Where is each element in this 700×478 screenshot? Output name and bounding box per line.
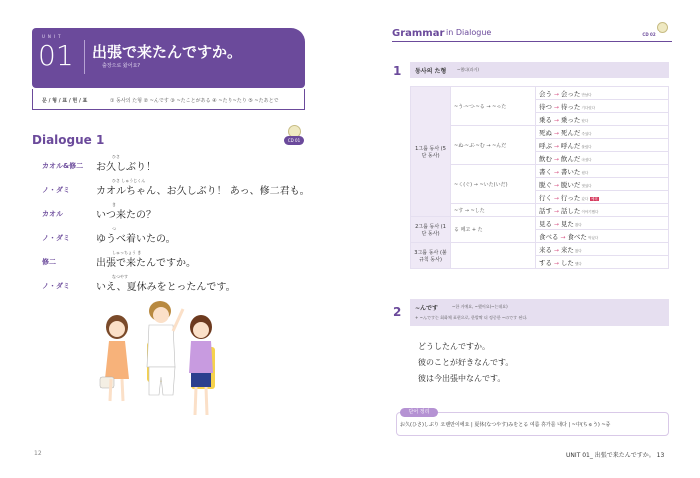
conj-word-cell: 飲む → 飲んだ 마셨다	[536, 152, 669, 165]
girl-right-face	[193, 322, 209, 338]
dialogue-line: ゆうべ着いたの。	[96, 234, 176, 245]
section-2-bar	[410, 299, 669, 326]
conj-rule-cell: ~く(ぐ) → ~いた(いだ)	[451, 165, 536, 204]
section-2-sub: ~한 거예요, ~했어요(~는데요)	[452, 304, 508, 309]
dialogue-ruby: ひさ	[112, 154, 120, 159]
grammar-subtitle: in Dialogue	[446, 28, 492, 37]
conj-word-cell: 会う → 会った 만났다	[536, 87, 669, 100]
grammar-rule	[392, 41, 672, 42]
unit-divider	[84, 40, 85, 74]
dialogue-speaker: カオル	[42, 210, 63, 218]
dialogue-speaker: ノ・ダミ	[42, 282, 70, 290]
page-number-left: 12	[34, 450, 42, 457]
girl-left-dress	[105, 341, 129, 379]
conj-word-cell: 話す → 話した 이야기했다	[536, 204, 669, 217]
words-label: 단어 정리	[400, 408, 438, 417]
conj-word-cell: 脱ぐ → 脱いだ 벗었다	[536, 178, 669, 191]
dialogue-speaker: 修二	[42, 258, 56, 266]
conj-rule-cell: ~う·~つ·~る → ~った	[451, 87, 536, 126]
dialogue-ruby: き	[112, 202, 116, 207]
dialogue-line: いえ、夏休みをとったんです。	[96, 282, 236, 293]
section-1-bar	[410, 62, 669, 78]
example-3: 彼は今出張中なんです。	[418, 374, 506, 383]
cd-badge[interactable]: CD 02	[639, 31, 659, 39]
conjugation-table	[410, 86, 669, 269]
verb-group-cell: 1그룹 동사 (5단 동사)	[411, 87, 451, 217]
words-text: お久(ひさ)しぶり 오랜만이에요 | 夏休(なつやす)みをとる 여름 휴가를 내다 | ~中(ちゅう) ~중	[400, 422, 611, 428]
dialogue-speaker: ノ・ダミ	[42, 234, 70, 242]
boy-face	[153, 307, 169, 323]
grammar-strip-label: 문 / 형 / 표 / 현 / 표	[42, 98, 88, 104]
conj-row	[411, 87, 669, 100]
section-2-number: 2	[393, 305, 402, 319]
dialogue-line: 出張で来たんですか。	[96, 258, 196, 269]
dialogue-ruby: なつやす	[112, 274, 128, 279]
unit-subtitle: 출장으로 왔어요?	[102, 63, 141, 69]
example-2: 彼のことが好きなんです。	[418, 358, 514, 367]
section-1-title: 동사의 た형	[415, 68, 447, 75]
boy-shirt	[147, 325, 175, 367]
dialogue-speaker: カオル&修二	[42, 162, 84, 170]
verb-group-cell: 2그룹 동사 (1단 동사)	[411, 217, 451, 243]
section-1-sub: ~했다(과거)	[457, 67, 479, 72]
conj-rule-cell: る 떼고 + た	[451, 217, 536, 243]
conj-word-cell: 行く → 行った 갔다 예외	[536, 191, 669, 204]
girl-right-top	[189, 341, 213, 373]
conj-word-cell: する → した 했다	[536, 256, 669, 269]
unit-number: 01	[38, 39, 74, 72]
conj-rule-cell: ~ぬ·~ぶ·~む → ~んだ	[451, 126, 536, 165]
section-2-title: ~んです	[415, 305, 439, 312]
dialogue-ruby: ひさ しゅうじくん	[112, 178, 146, 183]
illustration	[95, 297, 240, 427]
grammar-title: Grammar	[392, 28, 445, 39]
conj-rule-cell	[451, 243, 536, 269]
dialogue-title: Dialogue 1	[32, 133, 105, 147]
conj-word-cell: 呼ぶ → 呼んだ 불렀다	[536, 139, 669, 152]
page-footer-right: UNIT 01_ 出張で来たんですか。 13	[566, 452, 665, 459]
dialogue-ruby: しゅっちょう き	[112, 250, 142, 255]
example-1: どうしたんですか。	[418, 342, 490, 351]
dialogue-line: カオルちゃん、お久しぶり！ あっ、修二君も。	[96, 186, 310, 197]
exception-tag: 예외	[590, 196, 598, 201]
unit-label: UNIT	[42, 34, 64, 39]
conj-word-cell: 書く → 書いた 썼다	[536, 165, 669, 178]
dialogue-line: いつ来たの？	[96, 210, 156, 221]
dialogue-speaker: ノ・ダミ	[42, 186, 70, 194]
dialogue-ruby: つ	[112, 226, 116, 231]
conj-row	[411, 217, 669, 230]
conj-word-cell: 見る → 見た 봤다	[536, 217, 669, 230]
girl-left-face	[109, 321, 125, 337]
conj-word-cell: 食べる → 食べた 먹었다	[536, 230, 669, 243]
conj-word-cell: 乗る → 乗った 탔다	[536, 113, 669, 126]
boy-arm-raised	[173, 309, 183, 331]
section-1-number: 1	[393, 64, 402, 78]
section-2-desc: + ~んです는 회화체 표현으로, 한발짝 더 정중한 ~のです 된다.	[415, 315, 528, 320]
unit-title: 出張で来たんですか。	[92, 43, 243, 61]
conj-row	[411, 243, 669, 256]
dialogue-line: お久しぶり！	[96, 162, 156, 173]
conj-word-cell: 待つ → 待った 기다렸다	[536, 100, 669, 113]
conj-rule-cell: ~す → ~した	[451, 204, 536, 217]
girl-right-shorts	[191, 373, 211, 387]
conj-word-cell: 死ぬ → 死んだ 죽었다	[536, 126, 669, 139]
cd-badge[interactable]: CD 01	[284, 136, 304, 145]
grammar-strip-items: ① 동사의 た형 ② ~んです ③ ~たことがある ④ ~たり~たり ⑤ ~たあとで	[110, 98, 279, 104]
verb-group-cell: 3그룹 동사 (불규칙 동사)	[411, 243, 451, 269]
conj-word-cell: 来る → 来た 왔다	[536, 243, 669, 256]
